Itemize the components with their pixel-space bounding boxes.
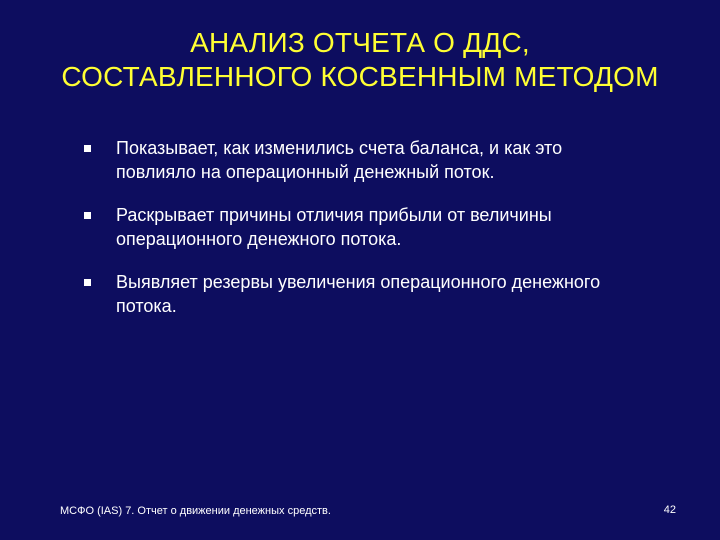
bullet-item: [84, 270, 644, 318]
bullet-item: [84, 136, 644, 184]
square-bullet-icon: [84, 279, 91, 286]
title-line-2: СОСТАВЛЕННОГО КОСВЕННЫМ МЕТОДОМ: [61, 61, 659, 92]
title-line-1: АНАЛИЗ ОТЧЕТА О ДДС,: [190, 27, 530, 58]
square-bullet-icon: [84, 212, 91, 219]
bullet-item: [84, 203, 644, 251]
square-bullet-icon: [84, 145, 91, 152]
bullet-list: [84, 136, 644, 337]
page-number: 42: [663, 504, 676, 516]
bullet-text: Раскрывает причины отличия прибыли от величины операционного денежного потока.: [116, 205, 552, 249]
bullet-text: Показывает, как изменились счета баланса, и как это повлияло на операционный денежный поток.: [116, 138, 563, 182]
slide-title: [0, 26, 720, 94]
bullet-text: Выявляет резервы увеличения операционного денежного потока.: [116, 272, 601, 316]
slide-footer: МСФО (IAS) 7. Отчет о движении денежных средств.: [60, 505, 331, 517]
